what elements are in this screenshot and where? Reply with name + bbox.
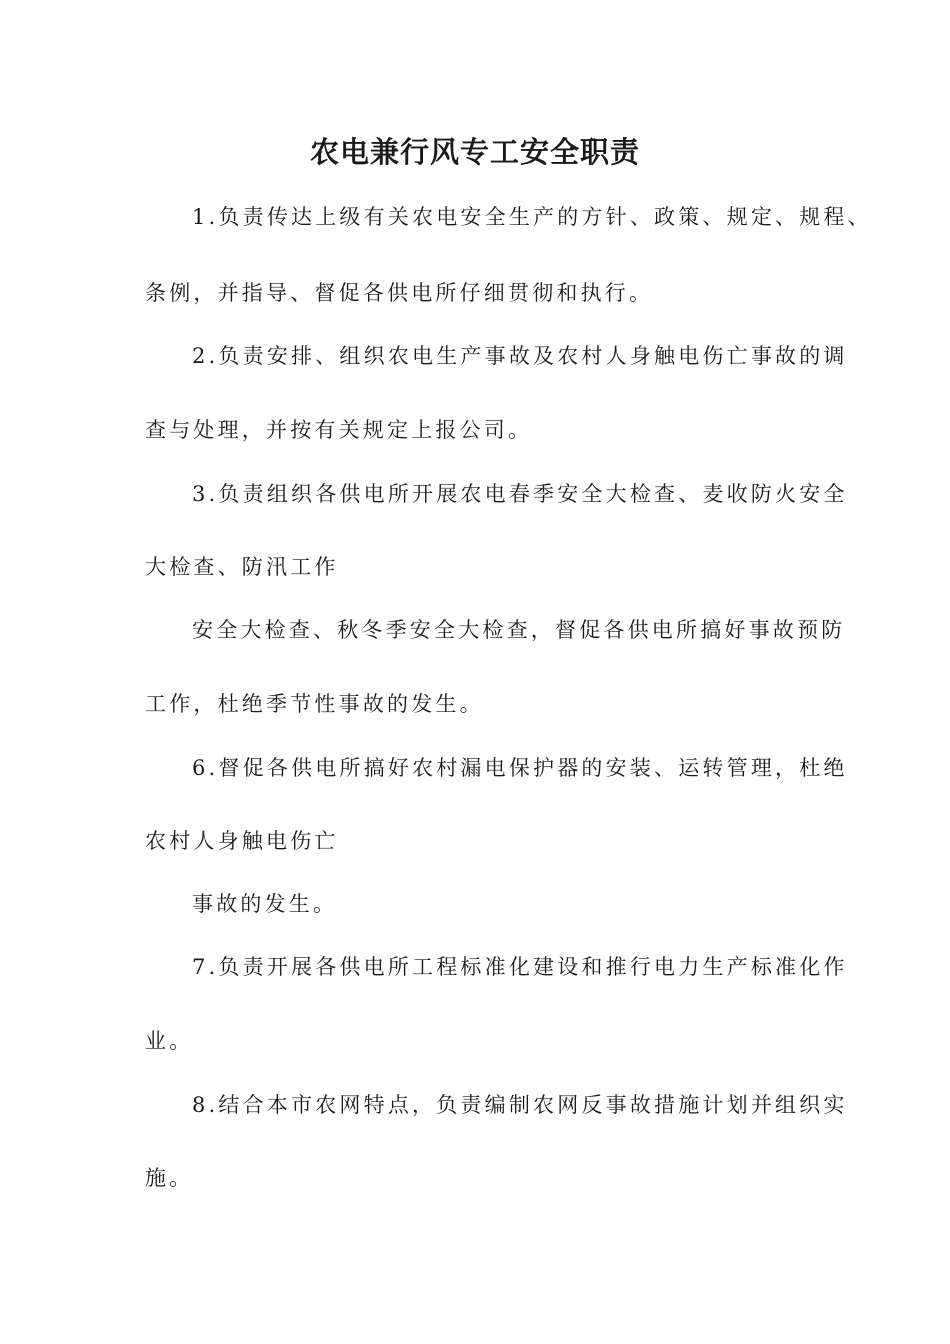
text-line: 农村人身触电伤亡 — [145, 829, 339, 853]
text-line: 2.负责安排、组织农电生产事故及农村人身触电伤亡事故的调 — [192, 344, 848, 368]
text-line: 查与处理，并按有关规定上报公司。 — [145, 418, 533, 442]
text-line: 安全大检查、秋冬季安全大检查，督促各供电所搞好事故预防 — [192, 618, 846, 642]
text-line: 7.负责开展各供电所工程标准化建设和推行电力生产标准化作 — [192, 955, 848, 979]
text-line: 1.负责传达上级有关农电安全生产的方针、政策、规定、规程、 — [192, 205, 872, 229]
text-line: 事故的发生。 — [192, 892, 338, 916]
text-line: 业。 — [145, 1029, 194, 1053]
text-line: 工作，杜绝季节性事故的发生。 — [145, 692, 484, 716]
text-line: 8.结合本市农网特点，负责编制农网反事故措施计划并组织实 — [192, 1093, 848, 1117]
document-title: 农电兼行风专工安全职责 — [309, 135, 640, 169]
text-line: 大检查、防汛工作 — [145, 555, 339, 579]
text-line: 条例，并指导、督促各供电所仔细贯彻和执行。 — [145, 281, 654, 305]
text-line: 6.督促各供电所搞好农村漏电保护器的安装、运转管理，杜绝 — [192, 756, 848, 780]
text-line: 施。 — [145, 1166, 194, 1190]
text-line: 3.负责组织各供电所开展农电春季安全大检查、麦收防火安全 — [192, 482, 848, 506]
